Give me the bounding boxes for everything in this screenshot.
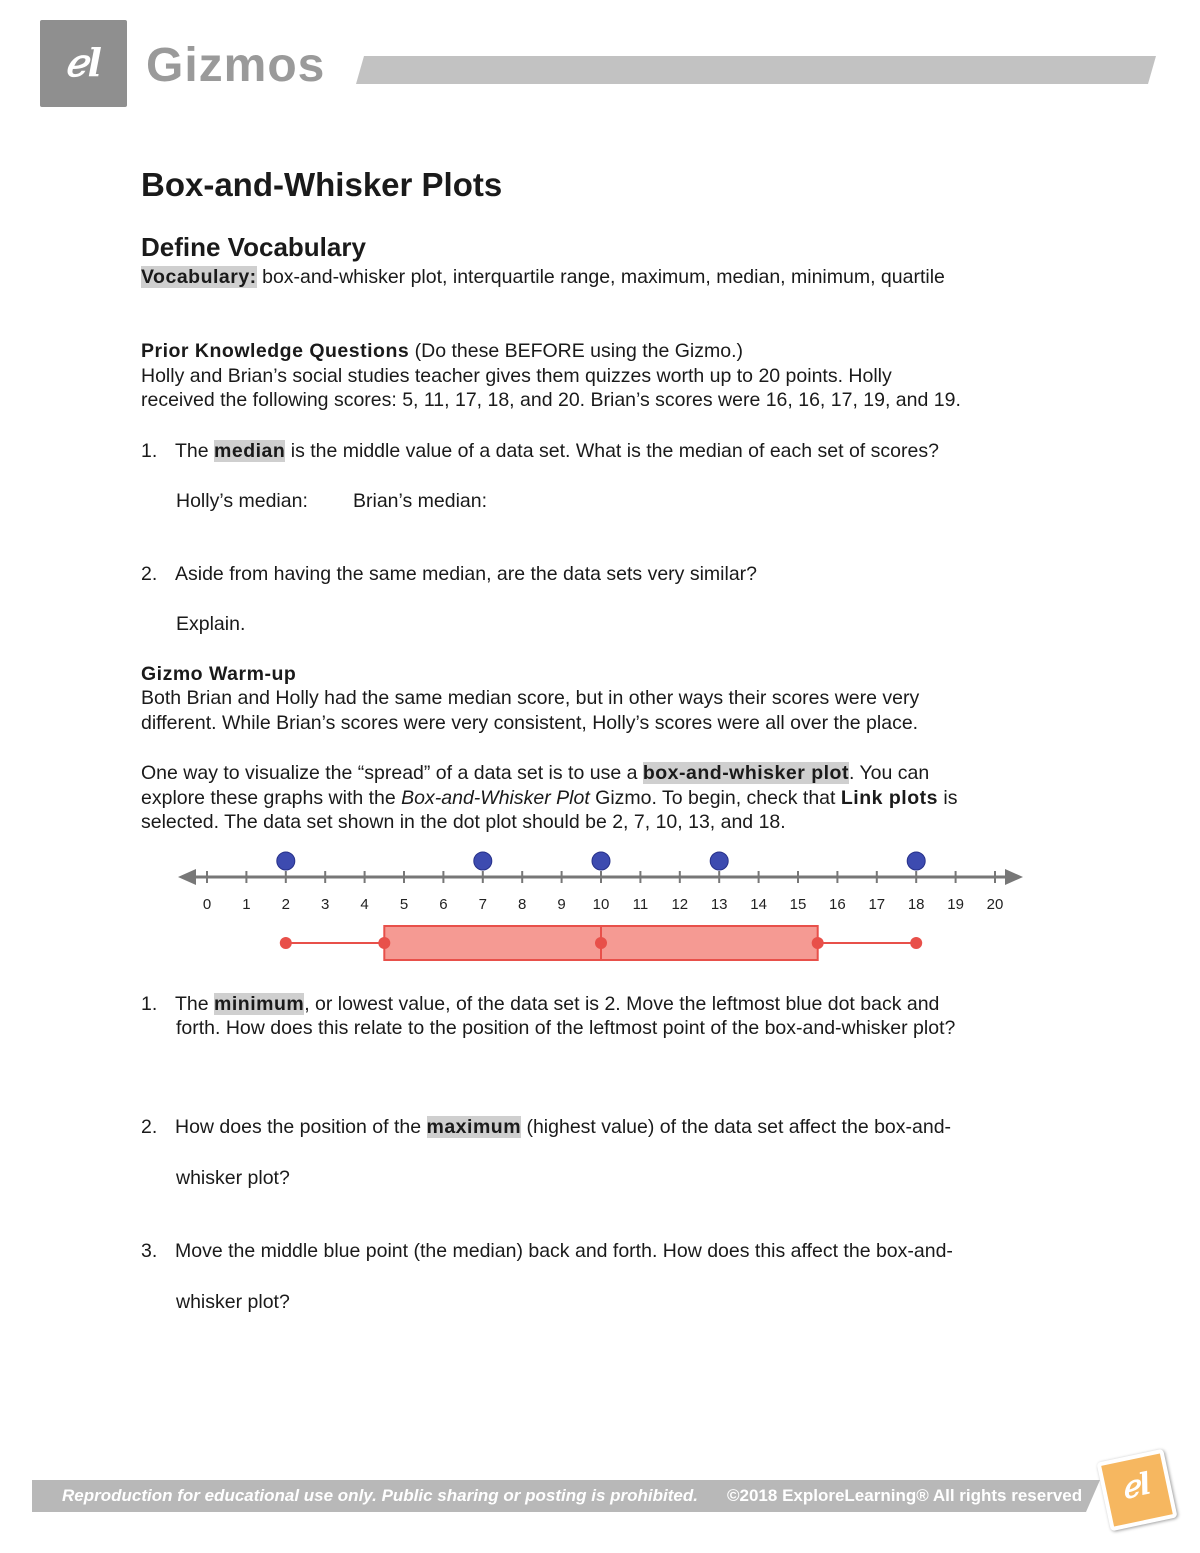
warmup-p2-line-3: selected. The data set shown in the dot plot should be 2, 7, 10, 13, and 18. [141,811,786,833]
maximum-point [910,937,922,949]
tick-label: 5 [399,896,409,913]
data-point-dot [710,852,728,870]
data-point-dot [592,852,610,870]
question-text: Aside from having the same median, are the data sets very similar? [175,563,758,585]
tick-label: 4 [360,896,369,913]
tick-label: 7 [478,896,487,913]
axis-left-arrow [178,869,196,885]
brand-name: Gizmos [146,39,326,92]
vocabulary-label: Vocabulary: [141,266,257,288]
page-title: Box-and-Whisker Plots [141,166,503,203]
tick-label: 10 [592,896,610,913]
prior-question-2 [141,562,757,586]
warmup-text: Gizmo. To begin, check that [595,787,836,809]
question-text: , or lowest value, of the data set is 2. Move the leftmost blue dot back and [304,993,940,1015]
tick-label: 6 [439,896,448,913]
tick-label: 20 [986,896,1004,913]
axis-right-arrow [1005,869,1023,885]
holly-median-label: Holly’s median: [176,490,308,512]
warmup-text: explore these graphs with the [141,787,396,809]
warmup-p1-line-1: Both Brian and Holly had the same median score, but in other ways their scores were very [141,687,920,709]
question-number: 2. [141,1116,158,1138]
question-text: is the middle value of a data set. What is the median of each set of scores? [290,440,939,462]
tick-label: 12 [671,896,689,913]
warmup-text: One way to visualize the “spread” of a data set is to use a [141,762,638,784]
brian-median-label: Brian’s median: [353,490,488,512]
minimum-point [280,937,292,949]
prior-intro-line-2: received the following scores: 5, 11, 17, 18, and 20. Brian’s scores were 16, 16, 17, 19, and 19. [141,389,961,411]
tick-label: 15 [789,896,807,913]
warmup-text: . You can [848,762,930,784]
tick-label: 18 [907,896,925,913]
question-text: How does the position of the [175,1116,422,1138]
prior-knowledge-heading-line [141,339,743,363]
question-text: (highest value) of the data set affect the box-and- [526,1116,952,1138]
data-point-dot [474,852,492,870]
warmup-question-1-line-2: forth. How does this relate to the position of the leftmost point of the box-and-whisker plot? [176,1017,956,1039]
tick-label: 14 [750,896,767,913]
explain-label: Explain. [176,613,246,635]
footer-logo [1096,1449,1177,1532]
question-number: 1. [141,440,158,462]
box-whisker-chart [170,840,1040,975]
prior-knowledge-note: (Do these BEFORE using the Gizmo.) [414,340,743,362]
warmup-question-1 [141,992,939,1016]
warmup-question-2 [141,1115,951,1139]
question-text: Move the middle blue point (the median) back and forth. How does this affect the box-and- [175,1240,953,1262]
footer-notice: Reproduction for educational use only. Public sharing or posting is prohibited. [62,1486,698,1505]
tick-label: 2 [281,896,290,913]
median-point [595,937,607,949]
q1-point [378,937,390,949]
footer-logo-glyph: ℯl [1118,1466,1155,1507]
term-median: median [214,440,286,462]
question-number: 3. [141,1240,158,1262]
warmup-p2-line-2 [141,786,957,810]
logo-glyph: ℯl [65,40,102,85]
tick-label: 1 [242,896,251,913]
gizmo-name: Box-and-Whisker Plot [401,787,590,809]
warmup-question-2-line-2: whisker plot? [176,1167,290,1189]
warmup-p1-line-2: different. While Brian’s scores were very consistent, Holly’s scores were all over the place. [141,712,919,734]
warmup-text: is [943,787,958,809]
warmup-heading: Gizmo Warm-up [141,663,297,685]
vocabulary-terms: box-and-whisker plot, interquartile range, maximum, median, minimum, quartile [262,266,945,288]
tick-label: 3 [321,896,330,913]
prior-intro-line-1: Holly and Brian’s social studies teacher gives them quizzes worth up to 20 points. Holly [141,365,892,387]
tick-label: 16 [829,896,846,913]
header-bar [356,56,1156,84]
question-number: 2. [141,563,158,585]
define-vocabulary-heading: Define Vocabulary [141,232,366,262]
tick-label: 11 [632,896,649,913]
footer-copyright: ©2018 ExploreLearning® All rights reserved [727,1486,1083,1505]
question-text: The [175,993,209,1015]
prior-knowledge-heading: Prior Knowledge Questions [141,340,410,362]
question-text: The [175,440,209,462]
tick-label: 17 [868,896,886,913]
warmup-question-3 [141,1239,953,1263]
prior-question-1 [141,439,939,463]
data-point-dot [907,852,925,870]
data-point-dot [277,852,295,870]
term-box-and-whisker-plot: box-and-whisker plot [642,762,849,784]
warmup-p2-line-1 [141,761,929,785]
tick-label: 0 [202,896,212,913]
tick-label: 13 [710,896,728,913]
explorelearning-logo [40,20,127,107]
tick-label: 9 [557,896,566,913]
warmup-question-3-line-2: whisker plot? [176,1291,290,1313]
vocabulary-line [141,265,945,289]
q3-point [812,937,824,949]
term-minimum: minimum [214,993,305,1015]
tick-label: 19 [947,896,964,913]
link-plots-label: Link plots [840,787,938,809]
question-number: 1. [141,993,158,1015]
tick-label: 8 [518,896,527,913]
term-maximum: maximum [426,1116,522,1138]
